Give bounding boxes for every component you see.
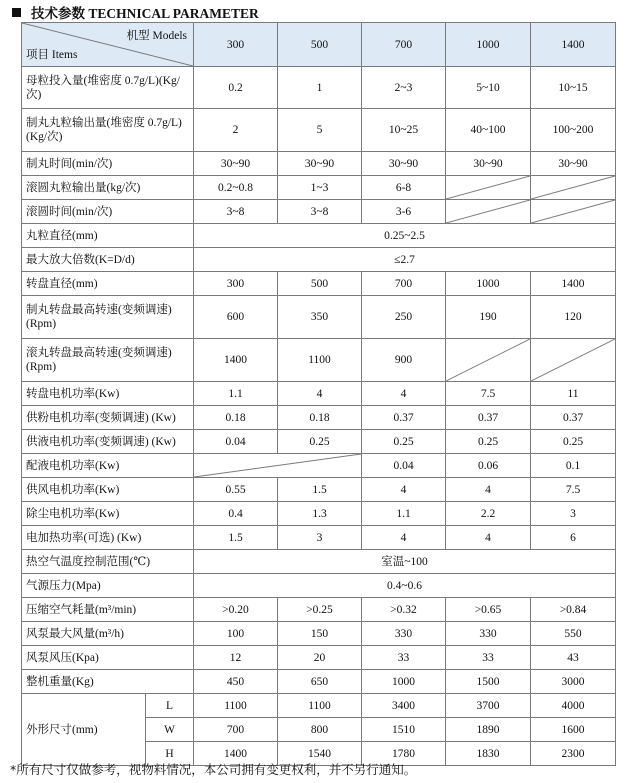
table-cell: 0.04 [194,430,278,454]
table-cell: 10~25 [362,109,446,152]
table-cell: 0.37 [446,406,531,430]
table-cell: 1.1 [194,382,278,406]
table-cell: 1600 [531,718,616,742]
table-row [22,646,616,670]
table-cell: 1100 [278,339,362,382]
diagonal-slash-icon [531,339,615,381]
row-label: 风泵风压(Kpa) [22,646,194,670]
table-cell: 0.18 [278,406,362,430]
square-bullet-icon [12,8,21,17]
table-cell: 0.25 [278,430,362,454]
table-cell: 5~10 [446,67,531,109]
row-label: 丸粒直径(mm) [22,224,194,248]
dimension-axis: H [146,742,194,766]
row-label: 制丸转盘最高转速(变频调速)(Rpm) [22,296,194,339]
table-cell: 1.5 [194,526,278,550]
table-cell: 150 [278,622,362,646]
row-label: 气源压力(Mpa) [22,574,194,598]
table-cell: 40~100 [446,109,531,152]
row-label: 母粒投入量(堆密度 0.7g/L)(Kg/次) [22,67,194,109]
section-title [12,3,259,21]
table-row [22,109,616,152]
not-applicable-cell [531,200,616,224]
table-cell: 250 [362,296,446,339]
table-cell: 300 [194,272,278,296]
table-cell: 7.5 [446,382,531,406]
table-cell: 1000 [362,670,446,694]
not-applicable-cell [446,200,531,224]
row-label: 热空气温度控制范围(℃) [22,550,194,574]
row-label: 最大放大倍数(K=D/d) [22,248,194,272]
table-cell: 1.1 [362,502,446,526]
merged-cell: 室温~100 [194,550,616,574]
row-label: 压缩空气耗量(m³/min) [22,598,194,622]
table-cell: >0.25 [278,598,362,622]
row-label: 整机重量(Kg) [22,670,194,694]
table-cell: 0.25 [362,430,446,454]
table-row [22,152,616,176]
table-row [22,67,616,109]
table-row [22,622,616,646]
table-cell: 600 [194,296,278,339]
table-row [22,526,616,550]
table-row [22,200,616,224]
table-row [22,339,616,382]
table-cell: 3-6 [362,200,446,224]
row-label: 供粉电机功率(变频调速) (Kw) [22,406,194,430]
table-cell: 1400 [194,742,278,766]
table-cell: 1830 [446,742,531,766]
table-cell: 120 [531,296,616,339]
table-cell: 33 [446,646,531,670]
table-cell: 12 [194,646,278,670]
table-cell: 4 [446,526,531,550]
table-cell: 1100 [194,694,278,718]
table-cell: 1.3 [278,502,362,526]
table-cell: 3~8 [194,200,278,224]
items-label: 项目 Items [26,49,78,61]
dimension-axis: W [146,718,194,742]
table-cell: 11 [531,382,616,406]
table-row [22,670,616,694]
row-label: 滚圆时间(min/次) [22,200,194,224]
table-cell: 550 [531,622,616,646]
table-cell: 3 [278,526,362,550]
table-cell: 3000 [531,670,616,694]
header-row [22,23,616,67]
row-label: 制丸时间(min/次) [22,152,194,176]
dimension-axis: L [146,694,194,718]
table-cell: 30~90 [278,152,362,176]
table-cell: 0.2 [194,67,278,109]
table-cell: 30~90 [194,152,278,176]
table-cell: 1540 [278,742,362,766]
table-row [22,502,616,526]
table-cell: 20 [278,646,362,670]
not-applicable-cell [531,339,616,382]
row-label: 转盘直径(mm) [22,272,194,296]
row-label: 外形尺寸(mm) [22,694,146,766]
table-cell: 350 [278,296,362,339]
merged-cell: ≤2.7 [194,248,616,272]
table-cell: 1000 [446,272,531,296]
table-row [22,406,616,430]
table-cell: 650 [278,670,362,694]
table-cell: 3400 [362,694,446,718]
row-label: 配液电机功率(Kw) [22,454,194,478]
row-label: 供风电机功率(Kw) [22,478,194,502]
not-applicable-cell [446,176,531,200]
title-text: 技术参数 TECHNICAL PARAMETER [31,6,259,21]
table-cell: 0.2~0.8 [194,176,278,200]
table-row [22,296,616,339]
table-row [22,382,616,406]
table-row [22,248,616,272]
table-cell: 2 [194,109,278,152]
table-cell: 1890 [446,718,531,742]
model-header: 500 [278,23,362,67]
table-cell: 4 [362,382,446,406]
table-cell: 2~3 [362,67,446,109]
table-cell: 330 [446,622,531,646]
not-applicable-cell [194,454,362,478]
table-cell: 3 [531,502,616,526]
table-cell: 0.25 [446,430,531,454]
table-cell: 100~200 [531,109,616,152]
table-cell: 2.2 [446,502,531,526]
table-cell: >0.32 [362,598,446,622]
table-cell: 190 [446,296,531,339]
table-cell: 0.25 [531,430,616,454]
row-label: 电加热功率(可选) (Kw) [22,526,194,550]
table-cell: 700 [362,272,446,296]
table-cell: >0.84 [531,598,616,622]
row-label: 滚丸转盘最高转速(变频调速)(Rpm) [22,339,194,382]
table-cell: 100 [194,622,278,646]
model-header: 300 [194,23,278,67]
table-cell: 0.37 [531,406,616,430]
table-cell: 800 [278,718,362,742]
table-cell: 1~3 [278,176,362,200]
models-label: 机型 Models [126,30,187,42]
table-cell: >0.20 [194,598,278,622]
table-cell: 4 [362,478,446,502]
header-corner-cell [22,23,194,67]
diagonal-slash-icon [446,339,530,381]
table-row [22,272,616,296]
table-row [22,176,616,200]
diagonal-slash-icon [531,200,615,223]
model-header: 700 [362,23,446,67]
row-label: 除尘电机功率(Kw) [22,502,194,526]
table-cell: 4 [278,382,362,406]
row-label: 供液电机功率(变频调速) (Kw) [22,430,194,454]
table-cell: 0.4 [194,502,278,526]
row-label: 滚圆丸粒输出量(kg/次) [22,176,194,200]
table-cell: 2300 [531,742,616,766]
table-cell: 1.5 [278,478,362,502]
table-cell: 1100 [278,694,362,718]
table-cell: 30~90 [531,152,616,176]
table-cell: 0.55 [194,478,278,502]
table-row [22,224,616,248]
parameter-table [21,22,616,766]
table-cell: 4 [446,478,531,502]
table-cell: 33 [362,646,446,670]
table-cell: 5 [278,109,362,152]
table-cell: 6 [531,526,616,550]
diagonal-slash-icon [446,176,530,199]
table-cell: 4000 [531,694,616,718]
table-row [22,694,616,718]
table-cell: 700 [194,718,278,742]
row-label: 转盘电机功率(Kw) [22,382,194,406]
table-row [22,430,616,454]
not-applicable-cell [446,339,531,382]
table-cell: 10~15 [531,67,616,109]
table-cell: 1400 [531,272,616,296]
table-cell: 0.18 [194,406,278,430]
table-cell: 0.04 [362,454,446,478]
table-cell: 0.06 [446,454,531,478]
table-cell: >0.65 [446,598,531,622]
table-cell: 500 [278,272,362,296]
table-cell: 900 [362,339,446,382]
table-cell: 30~90 [362,152,446,176]
not-applicable-cell [531,176,616,200]
table-cell: 3~8 [278,200,362,224]
diagonal-slash-icon [531,176,615,199]
table-cell: 1780 [362,742,446,766]
table-row [22,550,616,574]
table-cell: 4 [362,526,446,550]
table-cell: 1 [278,67,362,109]
table-row [22,574,616,598]
table-cell: 43 [531,646,616,670]
table-cell: 450 [194,670,278,694]
row-label: 制丸丸粒输出量(堆密度 0.7g/L) (Kg/次) [22,109,194,152]
table-cell: 1500 [446,670,531,694]
table-cell: 1400 [194,339,278,382]
table-cell: 330 [362,622,446,646]
table-cell: 1510 [362,718,446,742]
table-row [22,454,616,478]
merged-cell: 0.4~0.6 [194,574,616,598]
model-header: 1000 [446,23,531,67]
table-cell: 0.37 [362,406,446,430]
table-cell: 6-8 [362,176,446,200]
model-header: 1400 [531,23,616,67]
table-cell: 30~90 [446,152,531,176]
table-cell: 3700 [446,694,531,718]
table-row [22,598,616,622]
footnote: *所有尺寸仅做参考，视物料情况，本公司拥有变更权利，并不另行通知。 [10,762,417,777]
table-cell: 0.1 [531,454,616,478]
diagonal-slash-icon [194,454,361,477]
table-row [22,478,616,502]
diagonal-slash-icon [446,200,530,223]
merged-cell: 0.25~2.5 [194,224,616,248]
table-cell: 7.5 [531,478,616,502]
row-label: 风泵最大风量(m³/h) [22,622,194,646]
